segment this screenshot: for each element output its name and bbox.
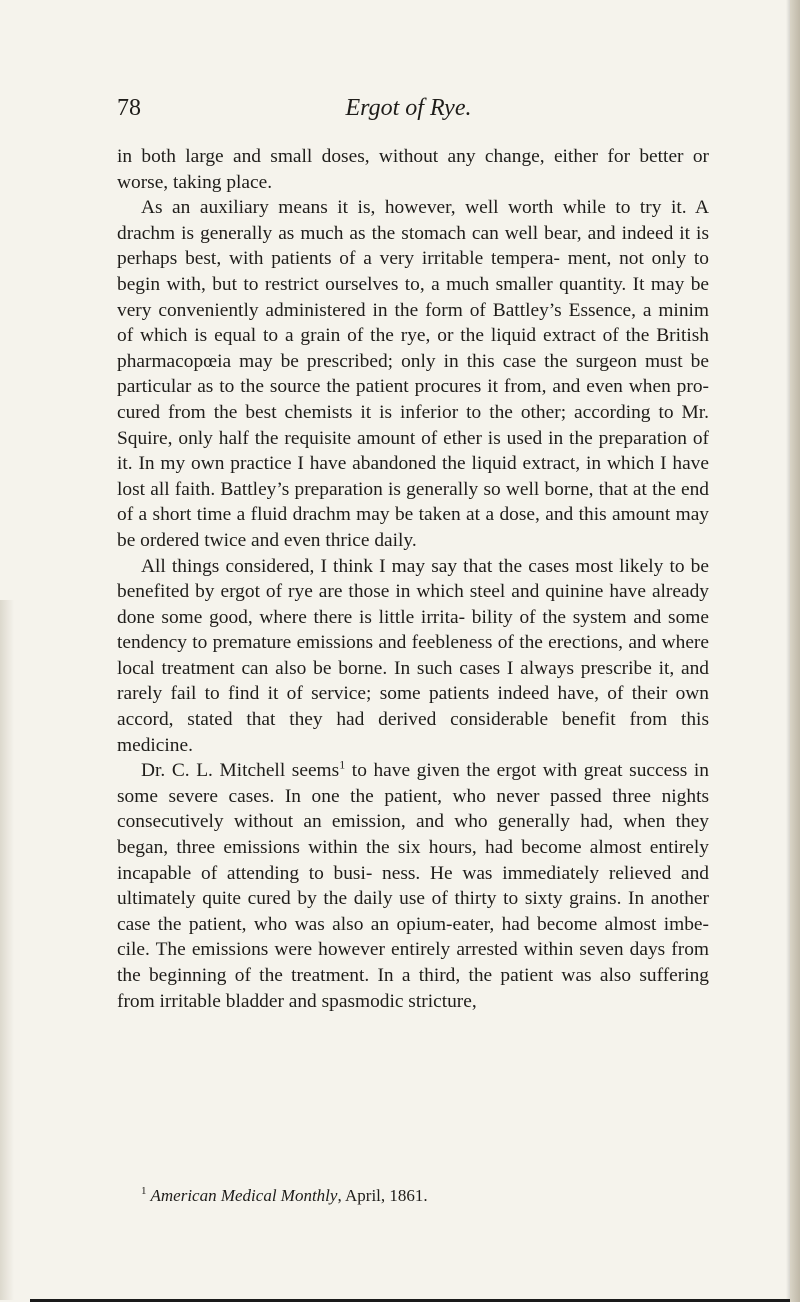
body-text	[117, 144, 709, 1014]
page-gutter-shadow	[0, 600, 14, 1300]
page-header	[117, 95, 700, 127]
footnote-citation: , April, 1861.	[337, 1186, 428, 1205]
footnote-reference: 1	[339, 757, 346, 772]
running-title: Ergot of Rye.	[345, 95, 472, 121]
footnote	[141, 1185, 428, 1207]
paragraph: All things considered, I think I may say that the cases most likely to be benefited by ergot of rye are those in which steel and quinine have already done some good, where there is little irrita- bility of the system and some tendency to premature emissions and feebleness of the erections, and where local treatment can also be borne. In such cases I always prescribe it, and rarely fail to find it of service; some patients indeed have, of their own accord, stated that they had derived considerable benefit from this medicine.	[117, 555, 709, 756]
footnote-journal: American Medical Monthly	[150, 1186, 338, 1205]
paragraph-text-start: Dr. C. L. Mitchell seems	[141, 760, 340, 782]
page-number: 78	[117, 95, 141, 121]
paragraph-text-end: to have given the ergot with great success in some severe cases. In one the patient, who never passed three nights consecutively without an emission, and who generally had, when they began, three emissions within the six hours, had become almost entirely incapable of attending to busi- ness. He was immediately relieved and ultimately quite cured by the daily use of thirty to sixty grains. In another case the patient, who was also an opium-eater, had become almost imbe- cile. The emissions were however entirely arrested within seven days from the beginning of the treatment. In a third, the patient was also suffering from irritable bladder and spasmodic stricture,	[117, 760, 709, 1012]
footnote-mark: 1	[141, 1185, 147, 1198]
paragraph-mitchell	[117, 758, 709, 1014]
paragraph: As an auxiliary means it is, however, well worth while to try it. A drachm is generally as much as the stomach can well bear, and indeed it is perhaps best, with patients of a very irritable tempera- ment, not only to begin with, but to restrict ourselves to, a much smaller quantity. It may be very conveniently administered in the form of Battley’s Essence, a minim of which is equal to a grain of the rye, or the liquid extract of the British pharmacopœia may be prescribed; only in this case the surgeon must be particular as to the source the patient procures it from, and even when pro- cured from the best chemists it is inferior to the other; according to Mr. Squire, only half the requisite amount of ether is used in the preparation of it. In my own practice I have abandoned the liquid extract, in which I have lost all faith. Battley’s preparation is generally so well borne, that at the end of a short time a fluid drachm may be taken at a dose, and this amount may be ordered twice and even thrice daily.	[117, 197, 709, 551]
page-edge	[790, 0, 800, 1302]
paragraph-continued: in both large and small doses, without any change, either for better or worse, taking place.	[117, 146, 709, 193]
